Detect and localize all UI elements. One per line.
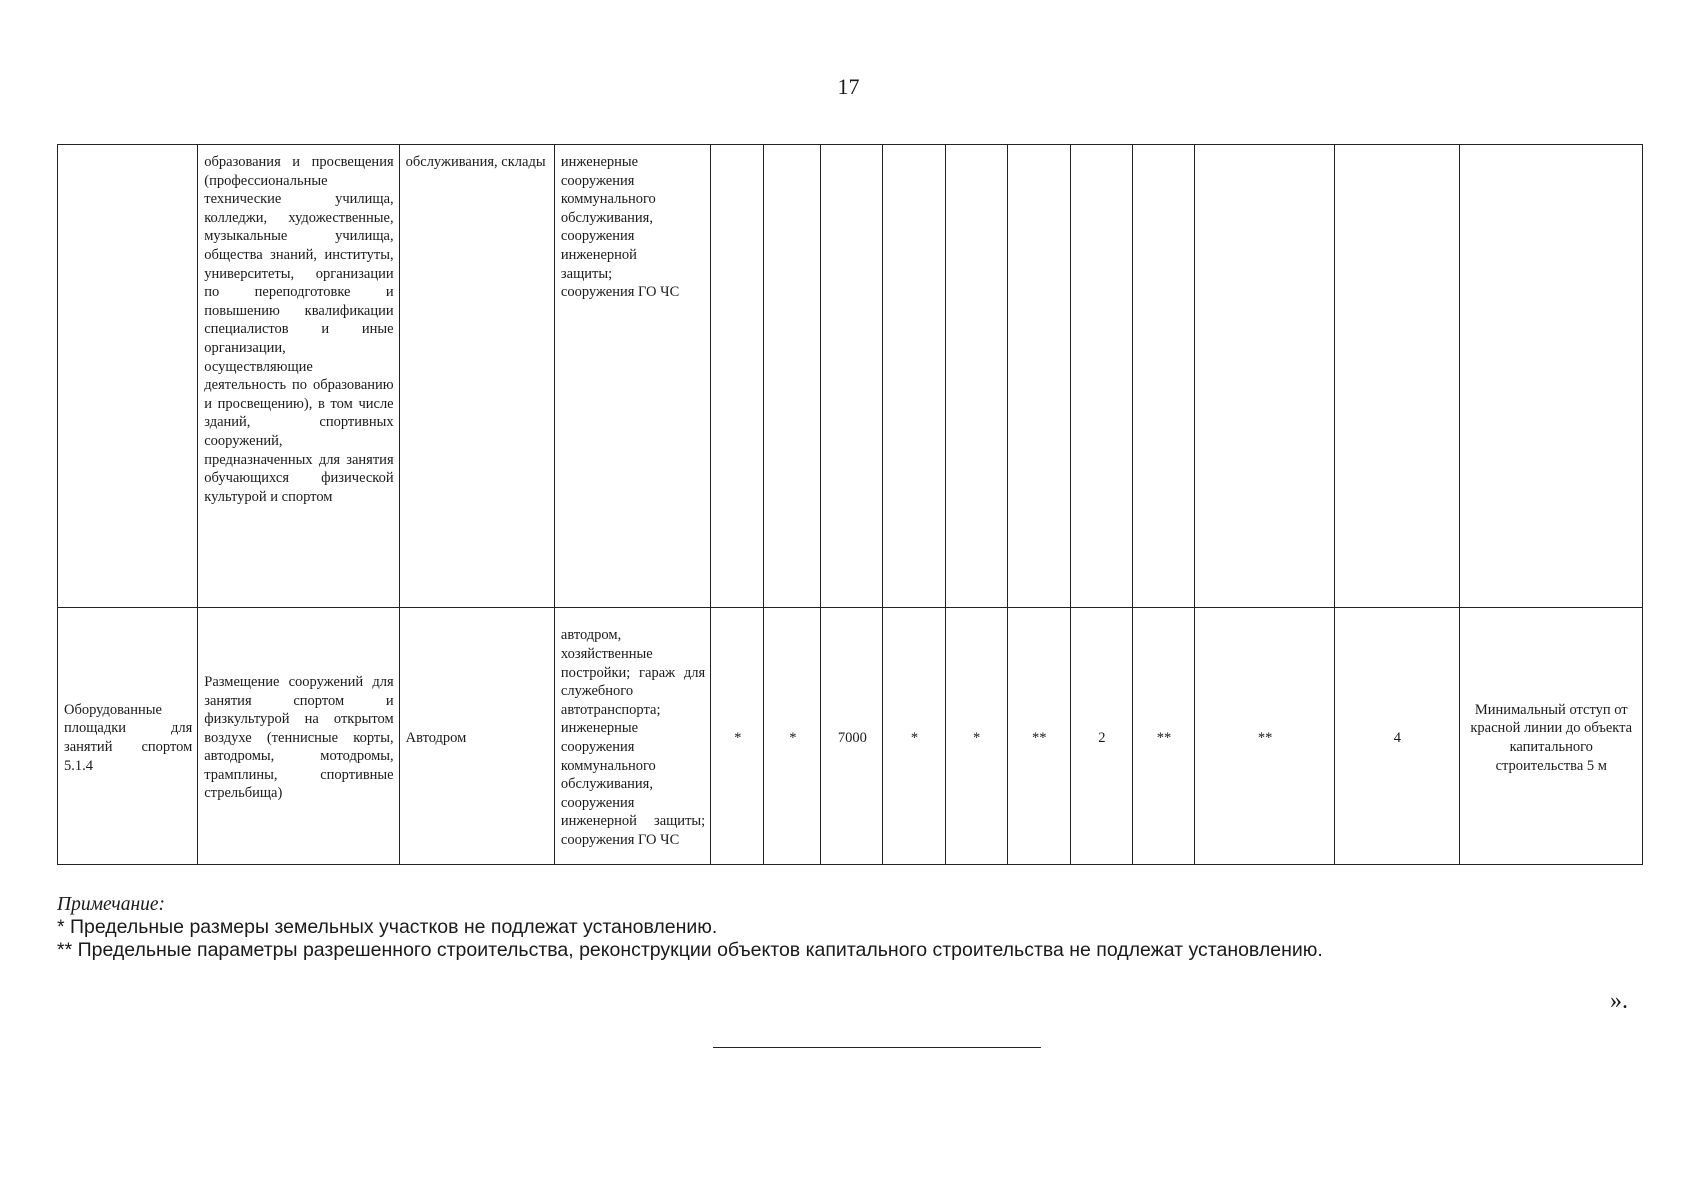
table-cell bbox=[1007, 145, 1070, 608]
page-number: 17 bbox=[837, 74, 860, 99]
footnote-block bbox=[57, 893, 1323, 962]
table-row bbox=[58, 608, 1643, 865]
table-cell-value: ** bbox=[1132, 608, 1194, 865]
table-cell bbox=[821, 145, 883, 608]
cell-line: сооружения bbox=[560, 172, 635, 189]
table-cell-value: * bbox=[883, 608, 945, 865]
table-row bbox=[58, 145, 1643, 608]
table-cell-value: ** bbox=[1195, 608, 1335, 865]
table-cell bbox=[1195, 145, 1335, 608]
table-cell bbox=[764, 145, 821, 608]
table-cell-value: * bbox=[764, 608, 821, 865]
cell-line: коммунального bbox=[560, 191, 656, 208]
table-cell bbox=[1070, 145, 1132, 608]
footnote-line: * Предельные размеры земельных участков не подлежат установлению. bbox=[57, 916, 718, 938]
footnote-line: ** Предельные параметры разрешенного строительства, реконструкции объектов капитального строительства не подлежат установлению. bbox=[57, 939, 1323, 961]
cell-line: инженерные bbox=[560, 154, 639, 170]
table-cell-value: 2 bbox=[1070, 608, 1132, 865]
table-cell-value: 4 bbox=[1335, 608, 1459, 865]
cell-line: инженерной bbox=[560, 246, 637, 263]
footnote-title: Примечание: bbox=[57, 894, 166, 915]
cell-line: сооружения ГО ЧС bbox=[560, 284, 680, 301]
table-cell-auxiliary bbox=[554, 145, 710, 608]
table-cell-object-type: Автодром bbox=[399, 608, 554, 865]
table-cell bbox=[711, 145, 764, 608]
table-cell-category: Оборудованные площадки для занятий спортом 5.1.4 bbox=[58, 608, 198, 865]
table-cell-object-type: обслуживания, склады bbox=[399, 145, 554, 608]
cell-line: обслуживания, bbox=[560, 209, 653, 226]
table-cell bbox=[58, 145, 198, 608]
table-cell-description: образования и просвещения (профессиональные технические училища, колледжи, художественные, музыкальные училища, общества знаний, институты, университеты, организации по переподготовке и повышению квалификации специалистов и иные организации, осуществляющие деятельность по образованию и просвещению), в том числе зданий, спортивных сооружений, предназначенных для занятия обучающихся физической культурой и спортом bbox=[198, 145, 399, 608]
table-cell-value: ** bbox=[1007, 608, 1070, 865]
cell-line: сооружения bbox=[560, 228, 635, 245]
table-cell-value: * bbox=[711, 608, 764, 865]
table-cell bbox=[1132, 145, 1194, 608]
table-cell-description: Размещение сооружений для занятия спортом и физкультурой на открытом воздухе (теннисные корты, автодромы, мотодромы, трамплины, спортивные стрельбища) bbox=[198, 608, 399, 865]
table-cell-note: Минимальный отступ от красной линии до объекта капитального строительства 5 м bbox=[1459, 608, 1642, 865]
table-cell bbox=[1335, 145, 1459, 608]
table-cell-value: * bbox=[945, 608, 1007, 865]
table-cell bbox=[945, 145, 1007, 608]
table-cell bbox=[883, 145, 945, 608]
table-cell-value: 7000 bbox=[821, 608, 883, 865]
table-cell bbox=[1459, 145, 1642, 608]
cell-line: защиты; bbox=[560, 265, 613, 282]
closing-quote-mark: ». bbox=[1610, 988, 1628, 1014]
regulations-table bbox=[57, 144, 1643, 865]
separator-line bbox=[713, 1047, 1041, 1048]
table-cell-auxiliary: автодром, хозяйственные постройки; гараж для служебного автотранспорта; инженерные сооружения коммунального обслуживания, сооружения инженерной защиты; сооружения ГО ЧС bbox=[554, 608, 710, 865]
